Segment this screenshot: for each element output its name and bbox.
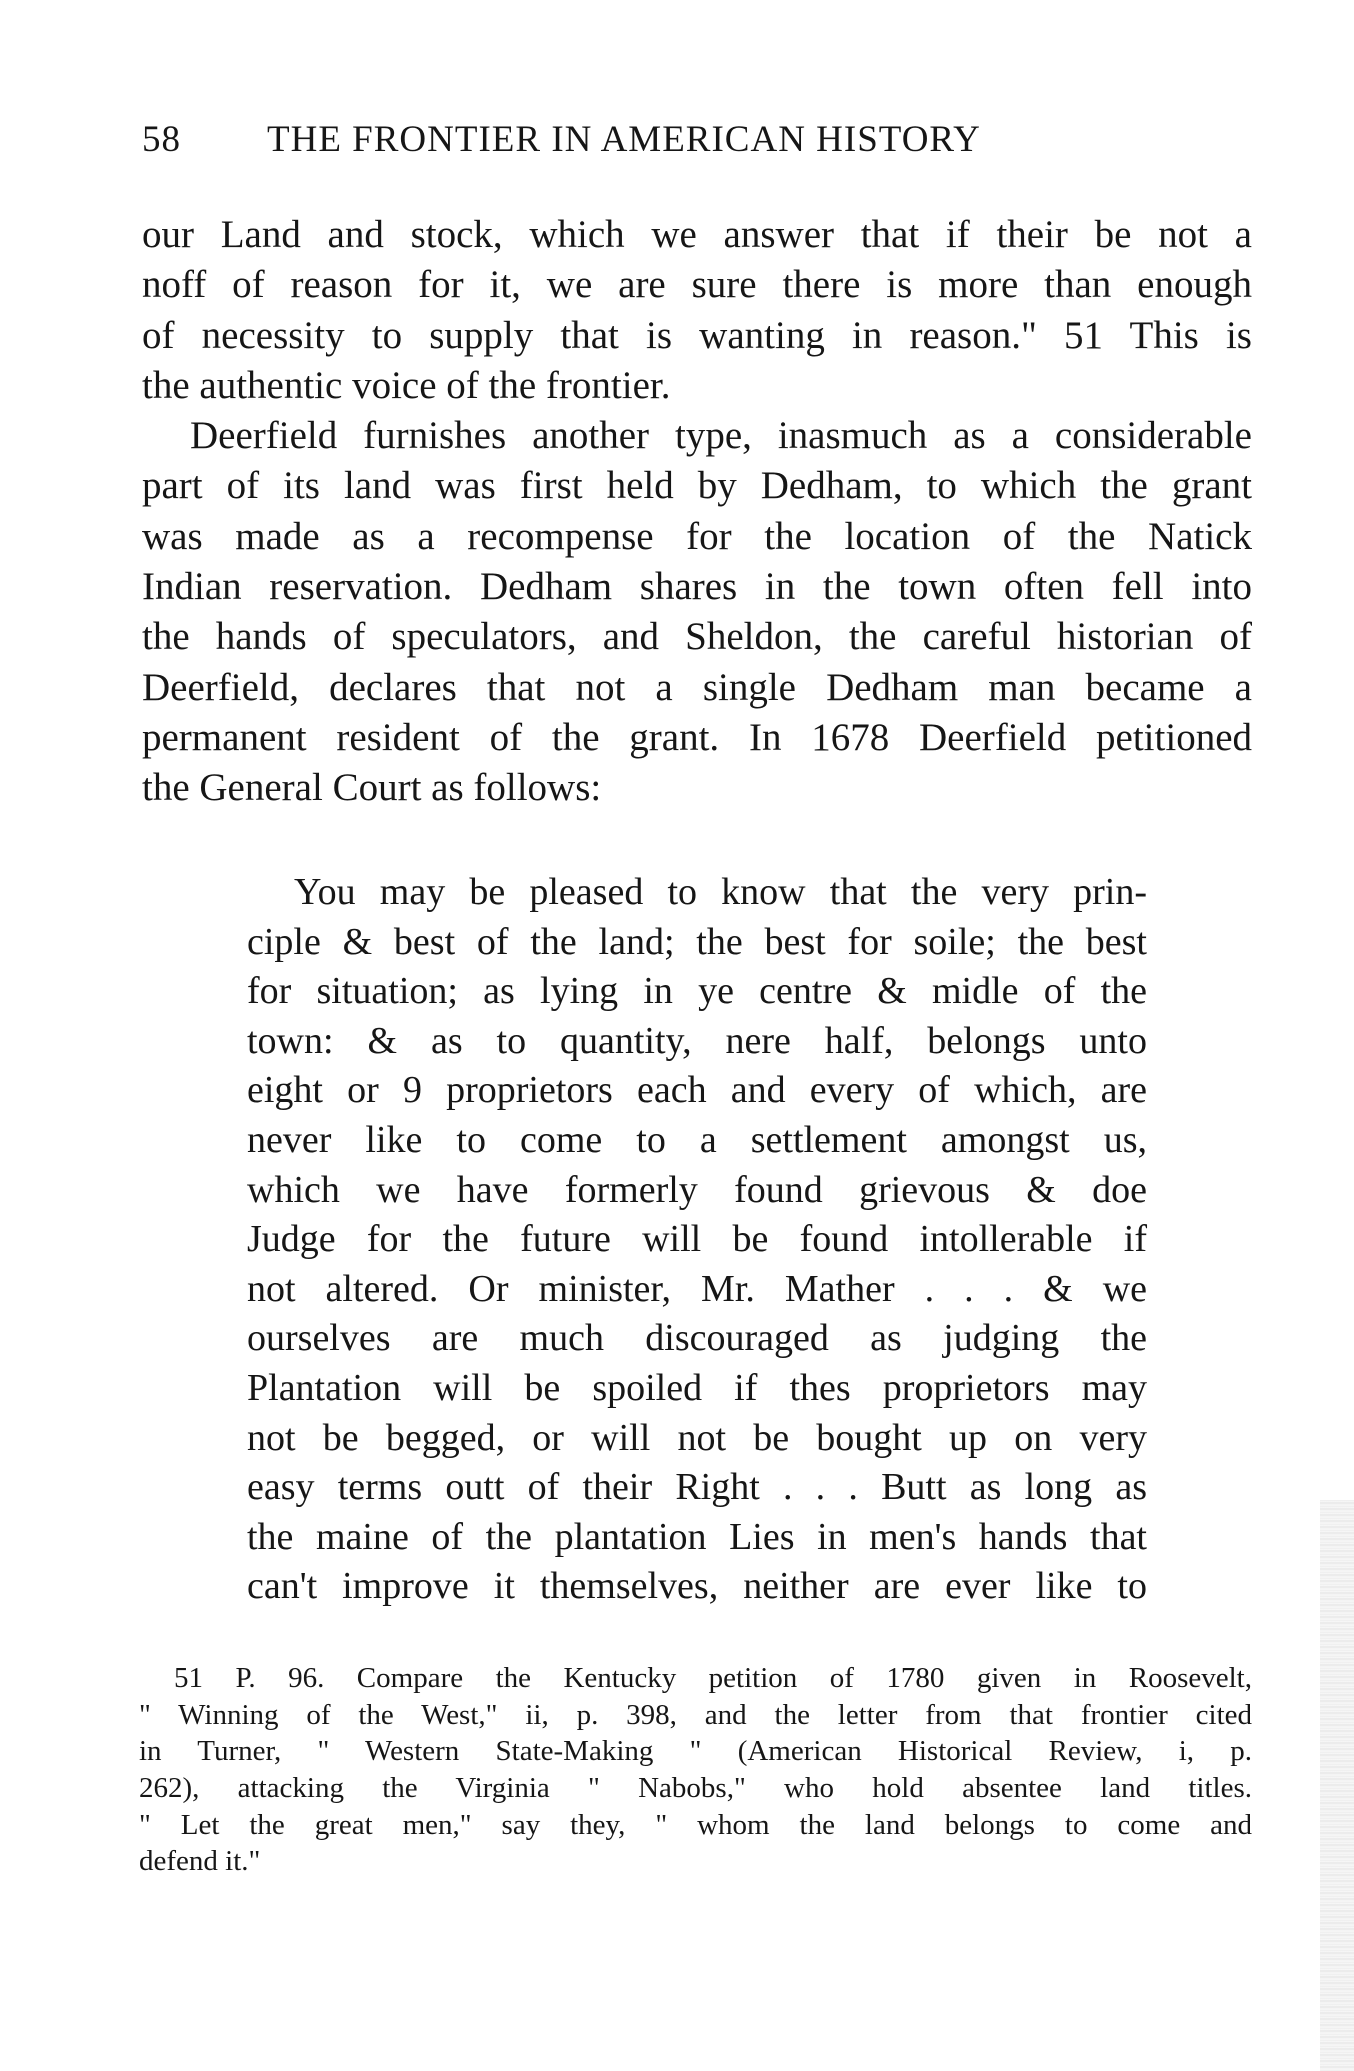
quote-line: for situation; as lying in ye centre & midle of the: [247, 970, 1147, 1013]
quote-line: the maine of the plantation Lies in men's hands that: [247, 1515, 1147, 1558]
body-line: Deerfield furnishes another type, inasmuch as a considerable: [190, 414, 1252, 458]
quote-line: Judge for the future will be found intollerable if: [247, 1218, 1147, 1261]
footnote-line: " Winning of the West," ii, p. 398, and the letter from that frontier cited: [139, 1698, 1252, 1731]
body-line: of necessity to supply that is wanting in reason." 51 This is: [142, 313, 1252, 357]
quote-line: eight or 9 proprietors each and every of which, are: [247, 1069, 1147, 1112]
body-line: our Land and stock, which we answer that if their be not a: [142, 213, 1252, 256]
body-line: part of its land was first held by Dedham, to which the grant: [142, 464, 1252, 508]
quote-line: never like to come to a settlement amongst us,: [247, 1118, 1147, 1161]
page-number: 58: [142, 119, 181, 160]
body-line: noff of reason for it, we are sure there is more than enough: [142, 263, 1252, 307]
body-text: [142, 210, 1252, 814]
running-title: THE FRONTIER IN AMERICAN HISTORY: [267, 119, 981, 160]
body-line: Indian reservation. Dedham shares in the town often fell into: [142, 565, 1252, 609]
block-quote: [247, 868, 1147, 1612]
footnote-line: " Let the great men," say they, " whom the land belongs to come and: [139, 1808, 1252, 1841]
quote-line: You may be pleased to know that the very prin-: [294, 871, 1147, 913]
quote-line: ourselves are much discouraged as judging the: [247, 1317, 1147, 1360]
footnote: [139, 1660, 1252, 1880]
scan-edge-shadow: [1320, 1500, 1354, 2071]
body-line: was made as a recompense for the location of the Natick: [142, 514, 1252, 558]
footnote-line: 51 P. 96. Compare the Kentucky petition of 1780 given in Roosevelt,: [174, 1662, 1252, 1694]
body-line: the authentic voice of the frontier.: [142, 363, 671, 407]
quote-line: not altered. Or minister, Mr. Mather . . . & we: [247, 1267, 1147, 1310]
body-line: the hands of speculators, and Sheldon, the careful historian of: [142, 615, 1252, 659]
body-line: permanent resident of the grant. In 1678 Deerfield petitioned: [142, 715, 1252, 759]
quote-line: not be begged, or will not be bought up on very: [247, 1416, 1147, 1459]
quote-line: Plantation will be spoiled if thes proprietors may: [247, 1366, 1147, 1409]
quote-line: which we have formerly found grievous & doe: [247, 1168, 1147, 1211]
footnote-line: in Turner, " Western State-Making " (American Historical Review, i, p.: [139, 1735, 1252, 1768]
footnote-line: defend it.": [139, 1845, 261, 1878]
body-line: the General Court as follows:: [142, 766, 602, 810]
quote-line: easy terms outt of their Right . . . Butt as long as: [247, 1466, 1147, 1509]
footnote-line: 262), attacking the Virginia " Nabobs," who hold absentee land titles.: [139, 1772, 1252, 1805]
quote-line: ciple & best of the land; the best for soile; the best: [247, 920, 1147, 963]
running-header: [142, 118, 1242, 161]
quote-line: town: & as to quantity, nere half, belongs unto: [247, 1019, 1147, 1062]
quote-line: can't improve it themselves, neither are ever like to: [247, 1565, 1147, 1608]
body-line: Deerfield, declares that not a single Dedham man became a: [142, 665, 1252, 709]
